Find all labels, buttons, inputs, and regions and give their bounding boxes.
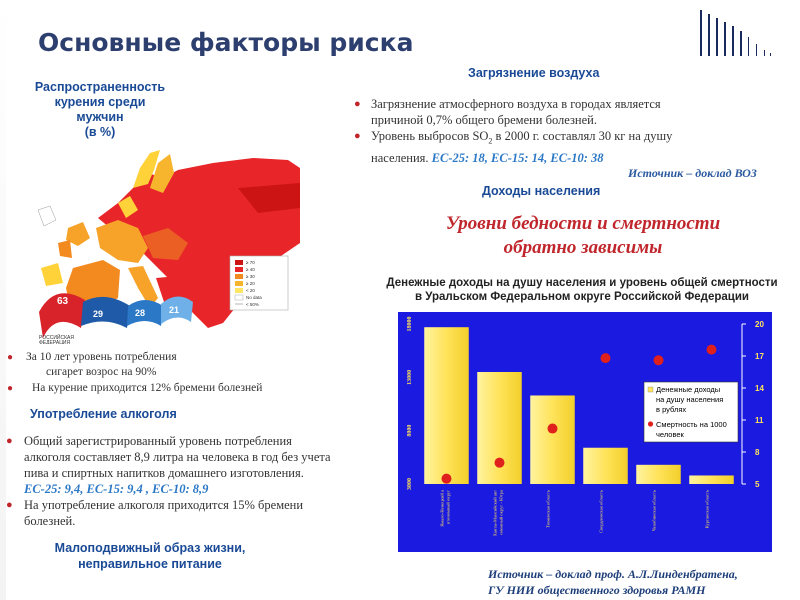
smoking-note-line: На курение приходится 12% бремени болезней [32, 382, 263, 394]
ribbon-value: 21 [169, 305, 180, 315]
smoking-note [4, 350, 304, 380]
air-so2-text-end: населения. [371, 150, 429, 165]
map-legend-label: ≥ 40 [246, 267, 255, 272]
ribbon-value: 63 [57, 296, 69, 307]
bullet-icon: ● [7, 383, 14, 394]
ribbon-caption: ФЕДЕРАЦИЯ [39, 340, 71, 344]
air-heading: Загрязнение воздуха [468, 66, 600, 80]
mortality-point [495, 458, 505, 468]
logo-lines-icon [700, 10, 780, 56]
map-legend-label: ≥ 20 [246, 281, 255, 286]
legend-swatch-bar [648, 387, 653, 392]
legend-label: на душу населения [656, 395, 724, 404]
air-so2-text-rest: в 2000 г. составлял 30 кг на душу [492, 129, 673, 143]
smoking-ribbon-graphic [35, 282, 195, 344]
category-label: Курганская область [704, 490, 710, 529]
mortality-point [707, 345, 717, 355]
chart-source-line: ГУ НИИ общественного здоровья РАМН [488, 583, 706, 597]
bullet-icon: ● [354, 130, 361, 142]
income-bar [530, 395, 575, 484]
legend-label: Смертность на 1000 [656, 420, 727, 429]
smoking-heading-line: мужчин [76, 110, 124, 124]
income-bar [583, 448, 628, 484]
income-bar [689, 475, 734, 484]
chart-title-line: Денежные доходы на душу населения и уровень общей смертности [386, 277, 778, 289]
smoking-note-line: сигарет возрос на 90% [46, 366, 157, 378]
map-legend-label: < 20 [246, 288, 255, 293]
left-axis-tick-label: 8000 [407, 424, 413, 437]
chart-source [488, 566, 738, 598]
legend-swatch-dot [648, 421, 653, 426]
smoking-heading-line: курения среди [54, 95, 146, 109]
alcohol-line: Общий зарегистрированный уровень потребления [24, 434, 292, 448]
alcohol-bullet [4, 433, 380, 449]
smoking-note-line: За 10 лет уровень потребления [26, 351, 177, 363]
map-legend-label: ≥ 70 [246, 260, 255, 265]
air-line: Загрязнение атмосферного воздуха в городах является [371, 97, 661, 111]
mortality-point [601, 353, 611, 363]
left-axis-tick-label: 18000 [407, 316, 413, 332]
alcohol-line: алкоголя составляет 8,9 литра на человека в год без учета [24, 450, 331, 464]
income-bar [424, 327, 469, 484]
alcohol-line: пива и спиртных напитков домашнего изготовления. [24, 466, 304, 480]
smoking-note [4, 381, 304, 396]
bullet-icon: ● [6, 499, 13, 511]
category-label: ономный округ - Югра [498, 490, 504, 535]
ribbon-caption: РОССИЙСКАЯ [39, 335, 74, 341]
air-bullet [354, 128, 714, 166]
left-axis-tick-label: 3000 [407, 478, 413, 490]
air-eu-comparison: ЕС-25: 18, ЕС-15: 14, ЕС-10: 38 [431, 150, 604, 165]
poverty-line: Уровни бедности и смертности [445, 213, 721, 234]
chart-title-line: в Уральском Федеральном округе Российской Федерации [414, 291, 750, 303]
legend-label: человек [656, 430, 684, 439]
mortality-point [548, 424, 558, 434]
air-line [371, 150, 714, 166]
mortality-point [442, 474, 452, 484]
income-bar [636, 465, 681, 484]
bullet-icon: ● [7, 352, 14, 363]
alcohol-line: На употребление алкоголя приходится 15% бремени [24, 498, 304, 512]
category-label: Тюменская область [545, 490, 551, 528]
left-axis-tick-label: 13000 [407, 369, 413, 385]
ribbon-value: 28 [135, 308, 146, 318]
chart-title [384, 276, 780, 304]
right-axis-tick-label: 5 [755, 480, 760, 489]
smoking-notes [4, 350, 304, 396]
bullet-icon: ● [354, 98, 361, 110]
right-axis-tick-label: 8 [755, 448, 760, 457]
alcohol-line: болезней. [24, 514, 76, 528]
smoking-heading-line: Распространенность [34, 80, 166, 94]
map-legend-label: ≥ 30 [246, 274, 255, 279]
category-label: Свердловская область [598, 490, 604, 534]
air-so2-subscript: 2 [488, 136, 493, 146]
air-so2-text: Уровень выбросов SO [371, 129, 489, 143]
alcohol-heading: Употребление алкоголя [30, 407, 177, 421]
lifestyle-heading-line: Малоподвижный образ жизни, [54, 541, 246, 555]
poverty-line: обратно зависимы [503, 237, 663, 258]
air-bullet [354, 96, 714, 128]
right-axis-tick-label: 14 [755, 384, 764, 393]
category-label: Ямало-Ненецкий а [439, 490, 445, 527]
legend-label: в рублях [656, 405, 687, 414]
income-mortality-chart [398, 312, 772, 552]
smoking-heading-line: (в %) [84, 125, 116, 139]
slide-title: Основные факторы риска [38, 28, 414, 57]
mortality-point [654, 355, 664, 365]
poverty-statement [410, 212, 756, 260]
right-axis-tick-label: 20 [755, 320, 764, 329]
legend-label: Денежные доходы [656, 385, 721, 394]
income-heading: Доходы населения [482, 184, 601, 198]
smoking-heading [30, 80, 170, 140]
category-label: Челябинская область [651, 490, 657, 532]
ribbon-value: 29 [93, 309, 104, 319]
right-axis-tick-label: 17 [755, 352, 764, 361]
category-label: втономный округ [445, 490, 451, 524]
lifestyle-heading-line: неправильное питание [78, 557, 222, 571]
air-source: Источник – доклад ВОЗ [628, 166, 757, 180]
right-axis-tick-label: 11 [755, 416, 764, 425]
bullet-icon: ● [6, 435, 13, 447]
lifestyle-heading [40, 540, 260, 572]
map-legend-label: No data [246, 295, 262, 300]
air-line: причиной 0,7% общего бремени болезней. [371, 113, 597, 127]
chart-source-line: Источник – доклад проф. А.Л.Линденбратена, [488, 567, 738, 581]
alcohol-eu-comparison: ЕС-25: 9,4, ЕС-15: 9,4 , ЕС-10: 8,9 [24, 482, 209, 496]
map-legend-label: < 50% [246, 302, 259, 307]
alcohol-text [4, 433, 380, 529]
category-label: Ханты-Мансийский авт [492, 490, 498, 537]
alcohol-bullet [4, 497, 380, 513]
air-text [354, 96, 714, 166]
air-line [371, 128, 714, 150]
